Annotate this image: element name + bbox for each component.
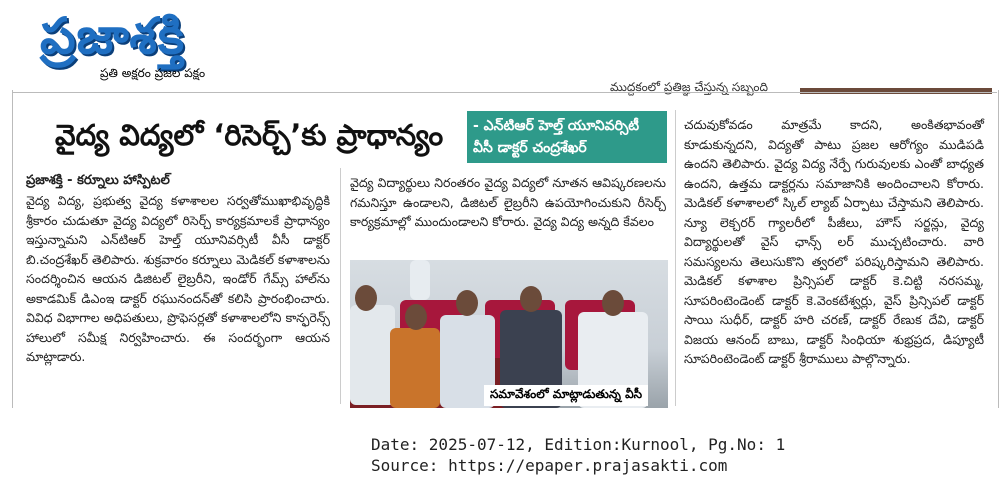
article-column-2 <box>350 173 666 232</box>
column-text: చదువుకోవడం మాత్రమే కాదని, అంకితభావంతో కూడుకున్నదని, విద్యతో పాటు ప్రజల ఆరోగ్యం ముడిపడి ఉందని తెలిపారు. వైద్య విద్య నేర్పే గురువులకు ఎంతో బాధ్యత ఉందని, ఉత్తమ డాక్టర్లను సమాజానికి అందించాలని కోరారు. మెడికల్ కళాశాలలో స్కిల్ ల్యాబ్ ఏర్పాటు చేస్తామని తెలిపారు. న్యూ లెక్చరర్ గ్యాలరీలో పీజీలు, హౌస్ సర్జన్లు, వైద్య విద్యార్థులతో వైస్ ఛాన్స్ లర్ ముచ్చటించారు. వారి సమస్యలను తెలుసుకొని త్వరలో పరిష్కరిస్తామని తెలిపారు. మెడికల్ కళాశాల ప్రిన్సిపల్ డాక్టర్ కె.చిట్టి నరసమ్మ, సూపరింటెండెంట్ డాక్టర్ కె.వెంకటేశ్వర్లు, వైస్ ప్రిన్సిపల్ డాక్టర్ సాయి సుధీర్, డాక్టర్ హరి చరణ్, డాక్టర్ రేణుక దేవి, డాక్టర్ విజయ ఆనంద్ బాబు, డాక్టర్ సింధియా శుభ్రప్రద, డిప్యూటీ సూపరింటెండెంట్ డాక్టర్ శ్రీరాములు పాల్గొన్నారు. <box>684 117 984 366</box>
article-column-1 <box>26 191 330 367</box>
column-divider <box>340 168 341 404</box>
subhead-line-1: - ఎన్‌టిఆర్ హెల్త్ యూనివర్సిటీ <box>473 118 640 134</box>
column-text: వైద్య విద్యార్థులు నిరంతరం వైద్య విద్యలో నూతన ఆవిష్కరణలను గమనిస్తూ ఉండాలని, డిజిటల్ లైబ్రరీని ఉపయోగించుకుని రీసెర్చ్ కార్యక్రమాల్లో ముందుండాలని కోరారు. వైద్య విద్య అన్నది కేవలం <box>350 175 666 229</box>
photo-caption: సమావేశంలో మాట్లాడుతున్న వీసీ <box>484 385 648 406</box>
footer-source-line: Source: https://epaper.prajasakti.com <box>371 456 728 475</box>
footer-date-line: Date: 2025-07-12, Edition:Kurnool, Pg.No: 1 <box>371 435 786 454</box>
masthead <box>40 4 285 86</box>
previous-article-caption: ముద్దకంలో ప్రతిజ్ఞ చేస్తున్న సబ్బంది <box>610 80 768 94</box>
source-footer <box>371 434 785 476</box>
column-divider <box>675 110 676 406</box>
article-column-3 <box>684 115 984 369</box>
article-subhead <box>467 111 667 163</box>
column-text: వైద్య విద్య, ప్రభుత్వ వైద్య కళాశాలల సర్వతోముఖాభివృద్ధికి శ్రీకారం చుడుతూ వైద్య విద్యలో రిసెర్చ్ కార్యక్రమాలకే ప్రాధాన్యం ఇస్తున్నామని ఎన్‌టిఆర్ హెల్త్ యూనివర్సిటీ వీసీ డాక్టర్ బి.చంద్రశేఖర్ తెలిపారు. శుక్రవారం కర్నూలు మెడికల్ కళాశాలను సందర్శించిన ఆయన డిజిటల్ లైబ్రరీని, ఇండోర్ గేమ్స్ హాల్‌ను అకాడమిక్ డిఎంఇ డాక్టర్ రఘునందన్‌తో కలిసి ప్రారంభించారు. వివిధ విభాగాల అధిపతులు, ప్రొఫెసర్లతో కళాశాలలోని కాన్ఫరెన్స్ హాలులో సమీక్ష నిర్వహించారు. ఈ సందర్భంగా ఆయన మాట్లాడారు. <box>26 193 330 364</box>
subhead-line-2: వీసీ డాక్టర్ చంద్రశేఖర్ <box>473 140 587 156</box>
logo-tagline: ప్రతి అక్షరం ప్రజల పక్షం <box>100 66 206 80</box>
newspaper-logo: ప్రజాశక్తి <box>40 7 185 65</box>
article-headline: వైద్య విద్యలో ‘రిసెర్చ్’కు ప్రాధాన్యం <box>55 118 444 152</box>
article-dateline: ప్రజాశక్తి - కర్నూలు హాస్పిటల్ <box>26 173 170 188</box>
